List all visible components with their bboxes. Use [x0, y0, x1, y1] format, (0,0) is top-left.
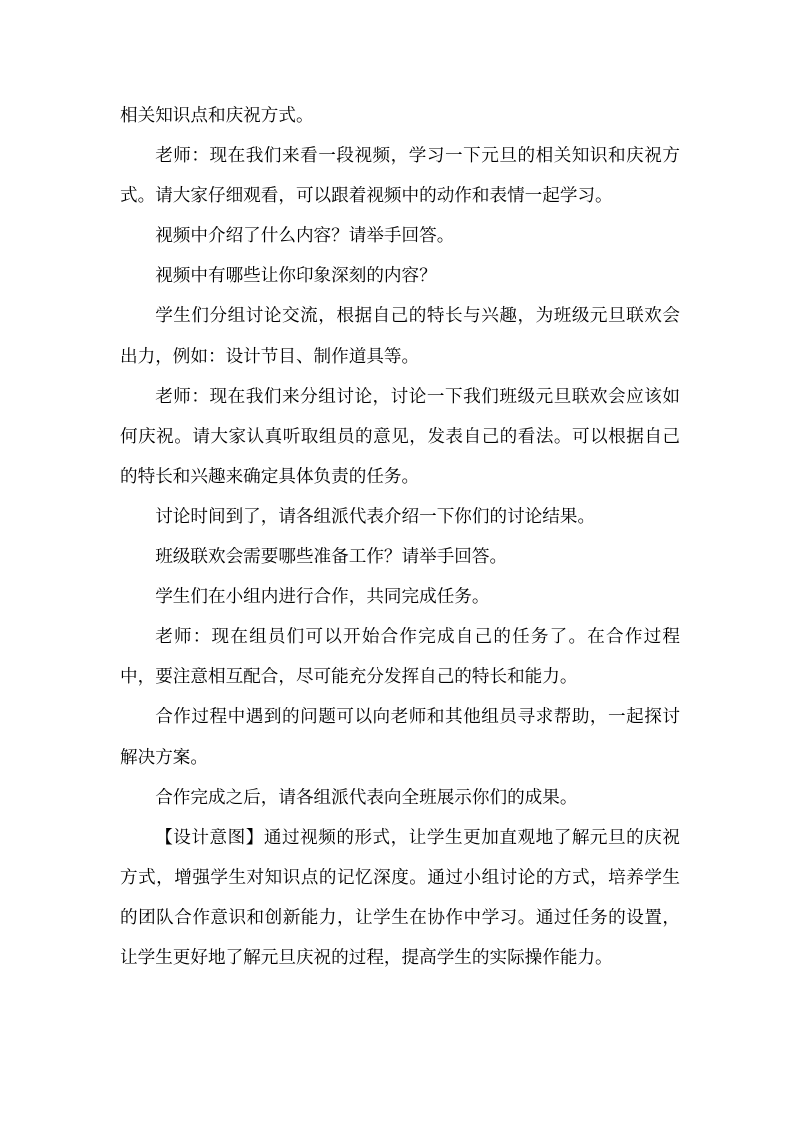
paragraph-question-preparation: 班级联欢会需要哪些准备工作？请举手回答。: [155, 547, 508, 568]
paragraph-group-discussion: 学生们分组讨论交流，根据自己的特长与兴趣，为班级元旦联欢会出力，例如：设计节目、制作道具等。: [120, 306, 680, 367]
paragraph-teacher-video: 老师：现在我们来看一段视频，学习一下元旦的相关知识和庆祝方式。请大家仔细观看，可以跟着视频中的动作和表情一起学习。: [120, 146, 680, 207]
paragraph-teacher-cooperation: 老师：现在组员们可以开始合作完成自己的任务了。在合作过程中，要注意相互配合，尽可能充分发挥自己的特长和能力。: [120, 627, 680, 688]
paragraph-design-intent: 【设计意图】通过视频的形式，让学生更加直观地了解元旦的庆祝方式，增强学生对知识点的记忆深度。通过小组讨论的方式，培养学生的团队合作意识和创新能力，让学生在协作中学习。通过任务的设置，让学生更好地了解元旦庆祝的过程，提高学生的实际操作能力。: [120, 827, 680, 968]
document-body: [120, 96, 680, 978]
paragraph-discussion-results: 讨论时间到了，请各组派代表介绍一下你们的讨论结果。: [155, 506, 596, 527]
paragraph-question-impression: 视频中有哪些让你印象深刻的内容？: [155, 266, 437, 287]
paragraph-seek-help: 合作过程中遇到的问题可以向老师和其他组员寻求帮助，一起探讨解决方案。: [120, 707, 680, 768]
paragraph-question-video-content: 视频中介绍了什么内容？请举手回答。: [155, 226, 455, 247]
paragraph-group-cooperation: 学生们在小组内进行合作，共同完成任务。: [155, 587, 490, 608]
paragraph-continuation: 相关知识点和庆祝方式。: [120, 106, 314, 126]
paragraph-teacher-discussion: 老师：现在我们来分组讨论，讨论一下我们班级元旦联欢会应该如何庆祝。请大家认真听取组员的意见，发表自己的看法。可以根据自己的特长和兴趣来确定具体负责的任务。: [120, 386, 680, 487]
paragraph-show-results: 合作完成之后，请各组派代表向全班展示你们的成果。: [155, 787, 578, 808]
